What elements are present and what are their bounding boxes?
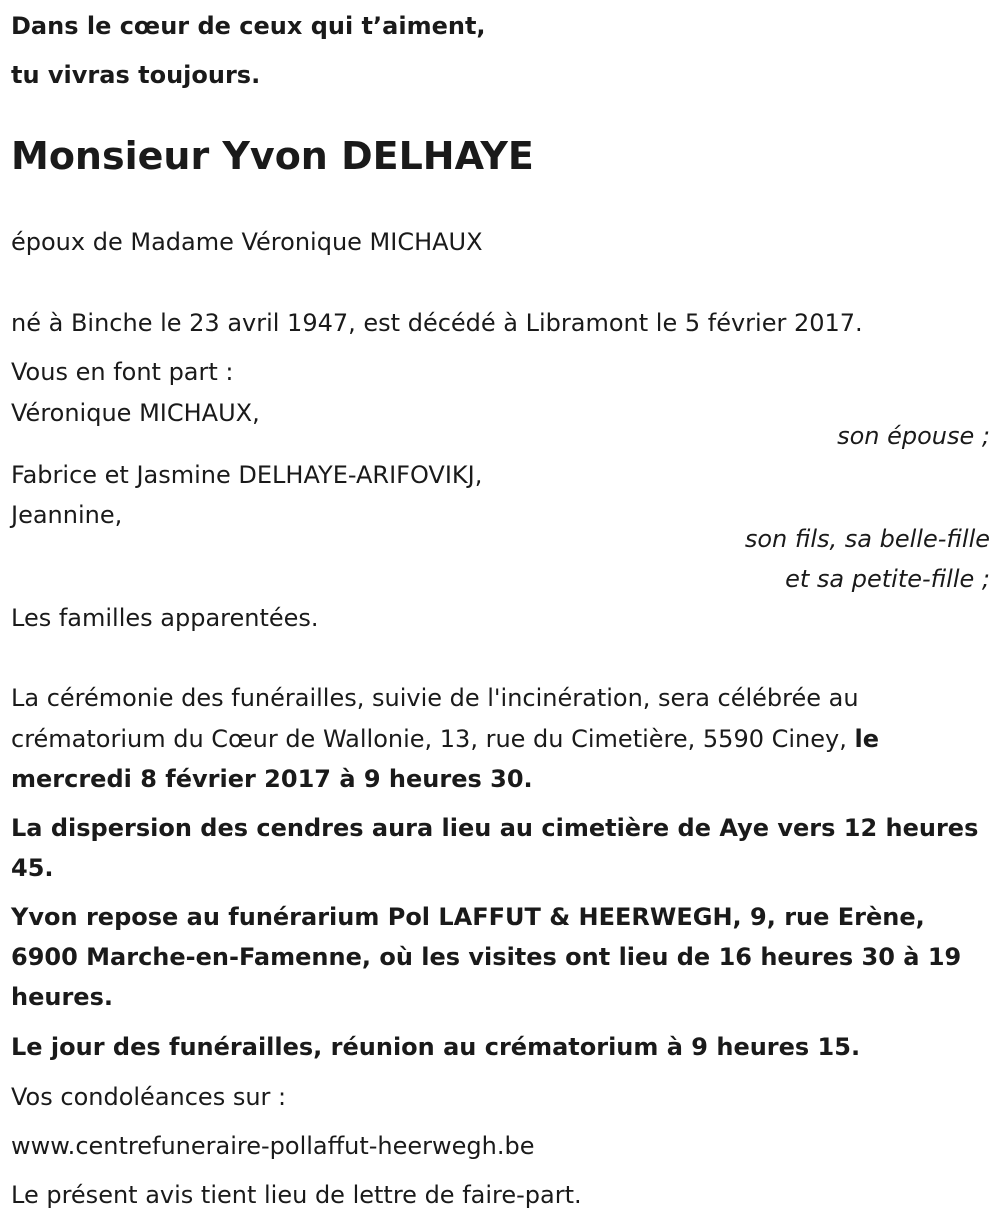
family-relation-2: son fils, sa belle-fille — [744, 525, 990, 553]
condolences-link[interactable]: www.centrefuneraire-pollaffut-heerwegh.be — [11, 1132, 535, 1160]
family-relation-3: et sa petite-fille ; — [785, 565, 990, 593]
visitation-line-1: Yvon repose au funérarium Pol LAFFUT & HEERWEGH, 9, rue Erène, — [11, 903, 925, 931]
deceased-name: Monsieur Yvon DELHAYE — [11, 134, 534, 178]
condolences-url-line — [11, 1126, 535, 1166]
ceremony-location: crématorium du Cœur de Wallonie, 13, rue du Cimetière, 5590 Ciney, — [11, 725, 847, 753]
family-relation-1: son épouse ; — [837, 422, 990, 450]
relatives-line: Les familles apparentées. — [11, 604, 319, 632]
visitation-line-2: 6900 Marche-en-Famenne, où les visites ont lieu de 16 heures 30 à 19 — [11, 943, 962, 971]
ceremony-date-prefix: le — [854, 725, 879, 753]
dispersion-line-2: 45. — [11, 854, 54, 882]
epigraph-line-1: Dans le cœur de ceux qui t’aiment, — [11, 12, 486, 40]
birth-death-line: né à Binche le 23 avril 1947, est décédé à Libramont le 5 février 2017. — [11, 309, 863, 337]
ceremony-line-1: La cérémonie des funérailles, suivie de l'incinération, sera célébrée au — [11, 684, 859, 712]
footer-line: Le présent avis tient lieu de lettre de faire-part. — [11, 1181, 582, 1209]
ceremony-line-2 — [11, 719, 879, 759]
epigraph-line-2: tu vivras toujours. — [11, 61, 261, 89]
visitation-line-3: heures. — [11, 983, 113, 1011]
ceremony-line-3: mercredi 8 février 2017 à 9 heures 30. — [11, 765, 533, 793]
spouse-line: époux de Madame Véronique MICHAUX — [11, 228, 483, 256]
meeting-line: Le jour des funérailles, réunion au crématorium à 9 heures 15. — [11, 1033, 861, 1061]
dispersion-line-1: La dispersion des cendres aura lieu au cimetière de Aye vers 12 heures — [11, 814, 979, 842]
condolences-label: Vos condoléances sur : — [11, 1083, 287, 1111]
family-intro: Vous en font part : — [11, 358, 234, 386]
family-name-1: Véronique MICHAUX, — [11, 399, 260, 427]
family-name-3: Jeannine, — [11, 501, 123, 529]
family-name-2: Fabrice et Jasmine DELHAYE-ARIFOVIKJ, — [11, 461, 483, 489]
